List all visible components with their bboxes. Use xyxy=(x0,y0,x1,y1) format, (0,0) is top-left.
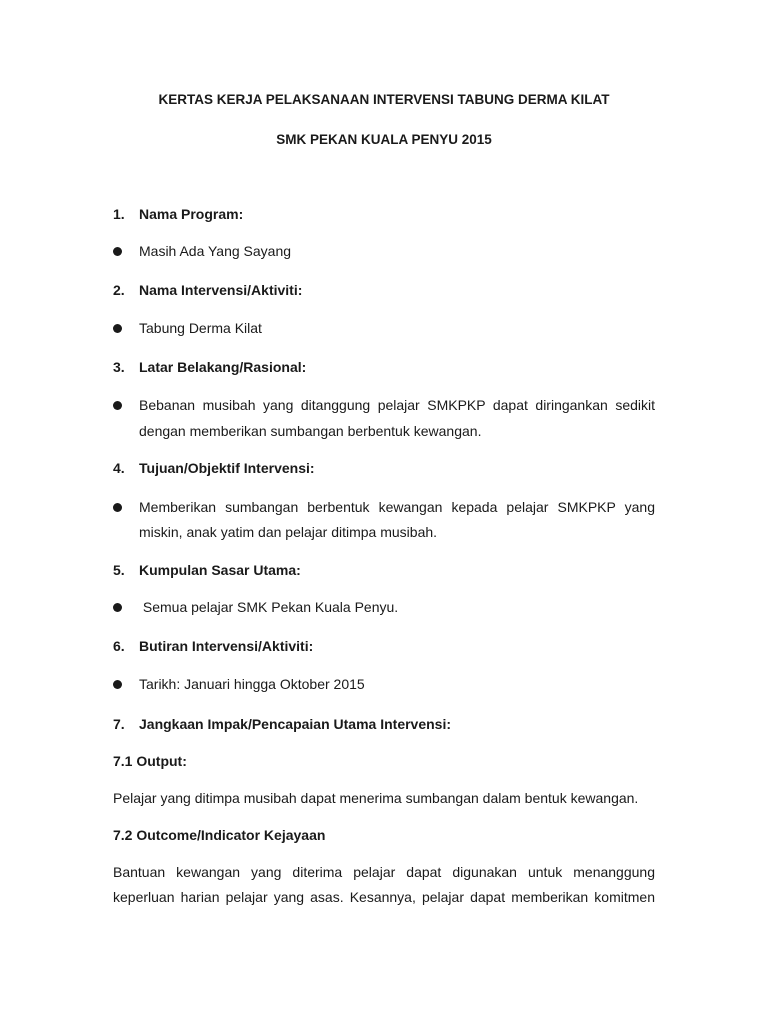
bullet-text: Masih Ada Yang Sayang xyxy=(139,243,292,259)
section-number: 7. xyxy=(113,716,125,732)
subsection-text-7-2-line-2: keperluan harian pelajar yang asas. Kesannya, pelajar dapat memberikan komitmen xyxy=(113,889,655,905)
bullet-item xyxy=(113,594,655,620)
subsection-heading-7-1: 7.1 Output: xyxy=(113,753,187,769)
section-title: Nama Intervensi/Aktiviti: xyxy=(139,282,303,298)
bullet-continuation xyxy=(113,418,655,444)
section-title: Nama Program: xyxy=(139,206,244,222)
bullet-item xyxy=(113,238,655,264)
bullet-text-line-2: dengan memberikan sumbangan berbentuk kewangan. xyxy=(139,423,482,439)
bullet-icon xyxy=(113,247,122,256)
document-title: KERTAS KERJA PELAKSANAAN INTERVENSI TABUNG DERMA KILAT xyxy=(158,92,610,107)
bullet-continuation xyxy=(113,519,655,545)
subsection-heading-7-2: 7.2 Outcome/Indicator Kejayaan xyxy=(113,827,326,843)
section-title: Jangkaan Impak/Pencapaian Utama Intervensi: xyxy=(139,716,452,732)
section-number: 6. xyxy=(113,638,125,654)
bullet-icon xyxy=(113,324,122,333)
subsection-text-7-1: Pelajar yang ditimpa musibah dapat menerima sumbangan dalam bentuk kewangan. xyxy=(113,790,639,806)
section-number: 1. xyxy=(113,206,125,222)
bullet-item xyxy=(113,315,655,341)
bullet-item xyxy=(113,671,655,697)
section-title: Kumpulan Sasar Utama: xyxy=(139,562,301,578)
bullet-item xyxy=(113,392,655,418)
section-title: Butiran Intervensi/Aktiviti: xyxy=(139,638,314,654)
bullet-text-line-1: Memberikan sumbangan berbentuk kewangan kepada pelajar SMKPKP yang xyxy=(139,499,655,515)
subsection-text-7-2-line-1: Bantuan kewangan yang diterima pelajar dapat digunakan untuk menanggung xyxy=(113,864,655,880)
bullet-icon xyxy=(113,680,122,689)
bullet-text-line-1: Bebanan musibah yang ditanggung pelajar SMKPKP dapat diringankan sedikit xyxy=(139,397,655,413)
section-title: Latar Belakang/Rasional: xyxy=(139,359,307,375)
bullet-item xyxy=(113,494,655,520)
bullet-icon xyxy=(113,401,122,410)
document-subtitle: SMK PEKAN KUALA PENYU 2015 xyxy=(276,132,492,147)
section-number: 3. xyxy=(113,359,125,375)
bullet-text: Semua pelajar SMK Pekan Kuala Penyu. xyxy=(139,599,399,615)
bullet-text-line-2: miskin, anak yatim dan pelajar ditimpa musibah. xyxy=(139,524,438,540)
section-number: 2. xyxy=(113,282,125,298)
section-title: Tujuan/Objektif Intervensi: xyxy=(139,460,315,476)
bullet-icon xyxy=(113,603,122,612)
bullet-text: Tabung Derma Kilat xyxy=(139,320,262,336)
section-number: 4. xyxy=(113,460,125,476)
section-number: 5. xyxy=(113,562,125,578)
bullet-text: Tarikh: Januari hingga Oktober 2015 xyxy=(139,676,365,692)
bullet-icon xyxy=(113,503,122,512)
